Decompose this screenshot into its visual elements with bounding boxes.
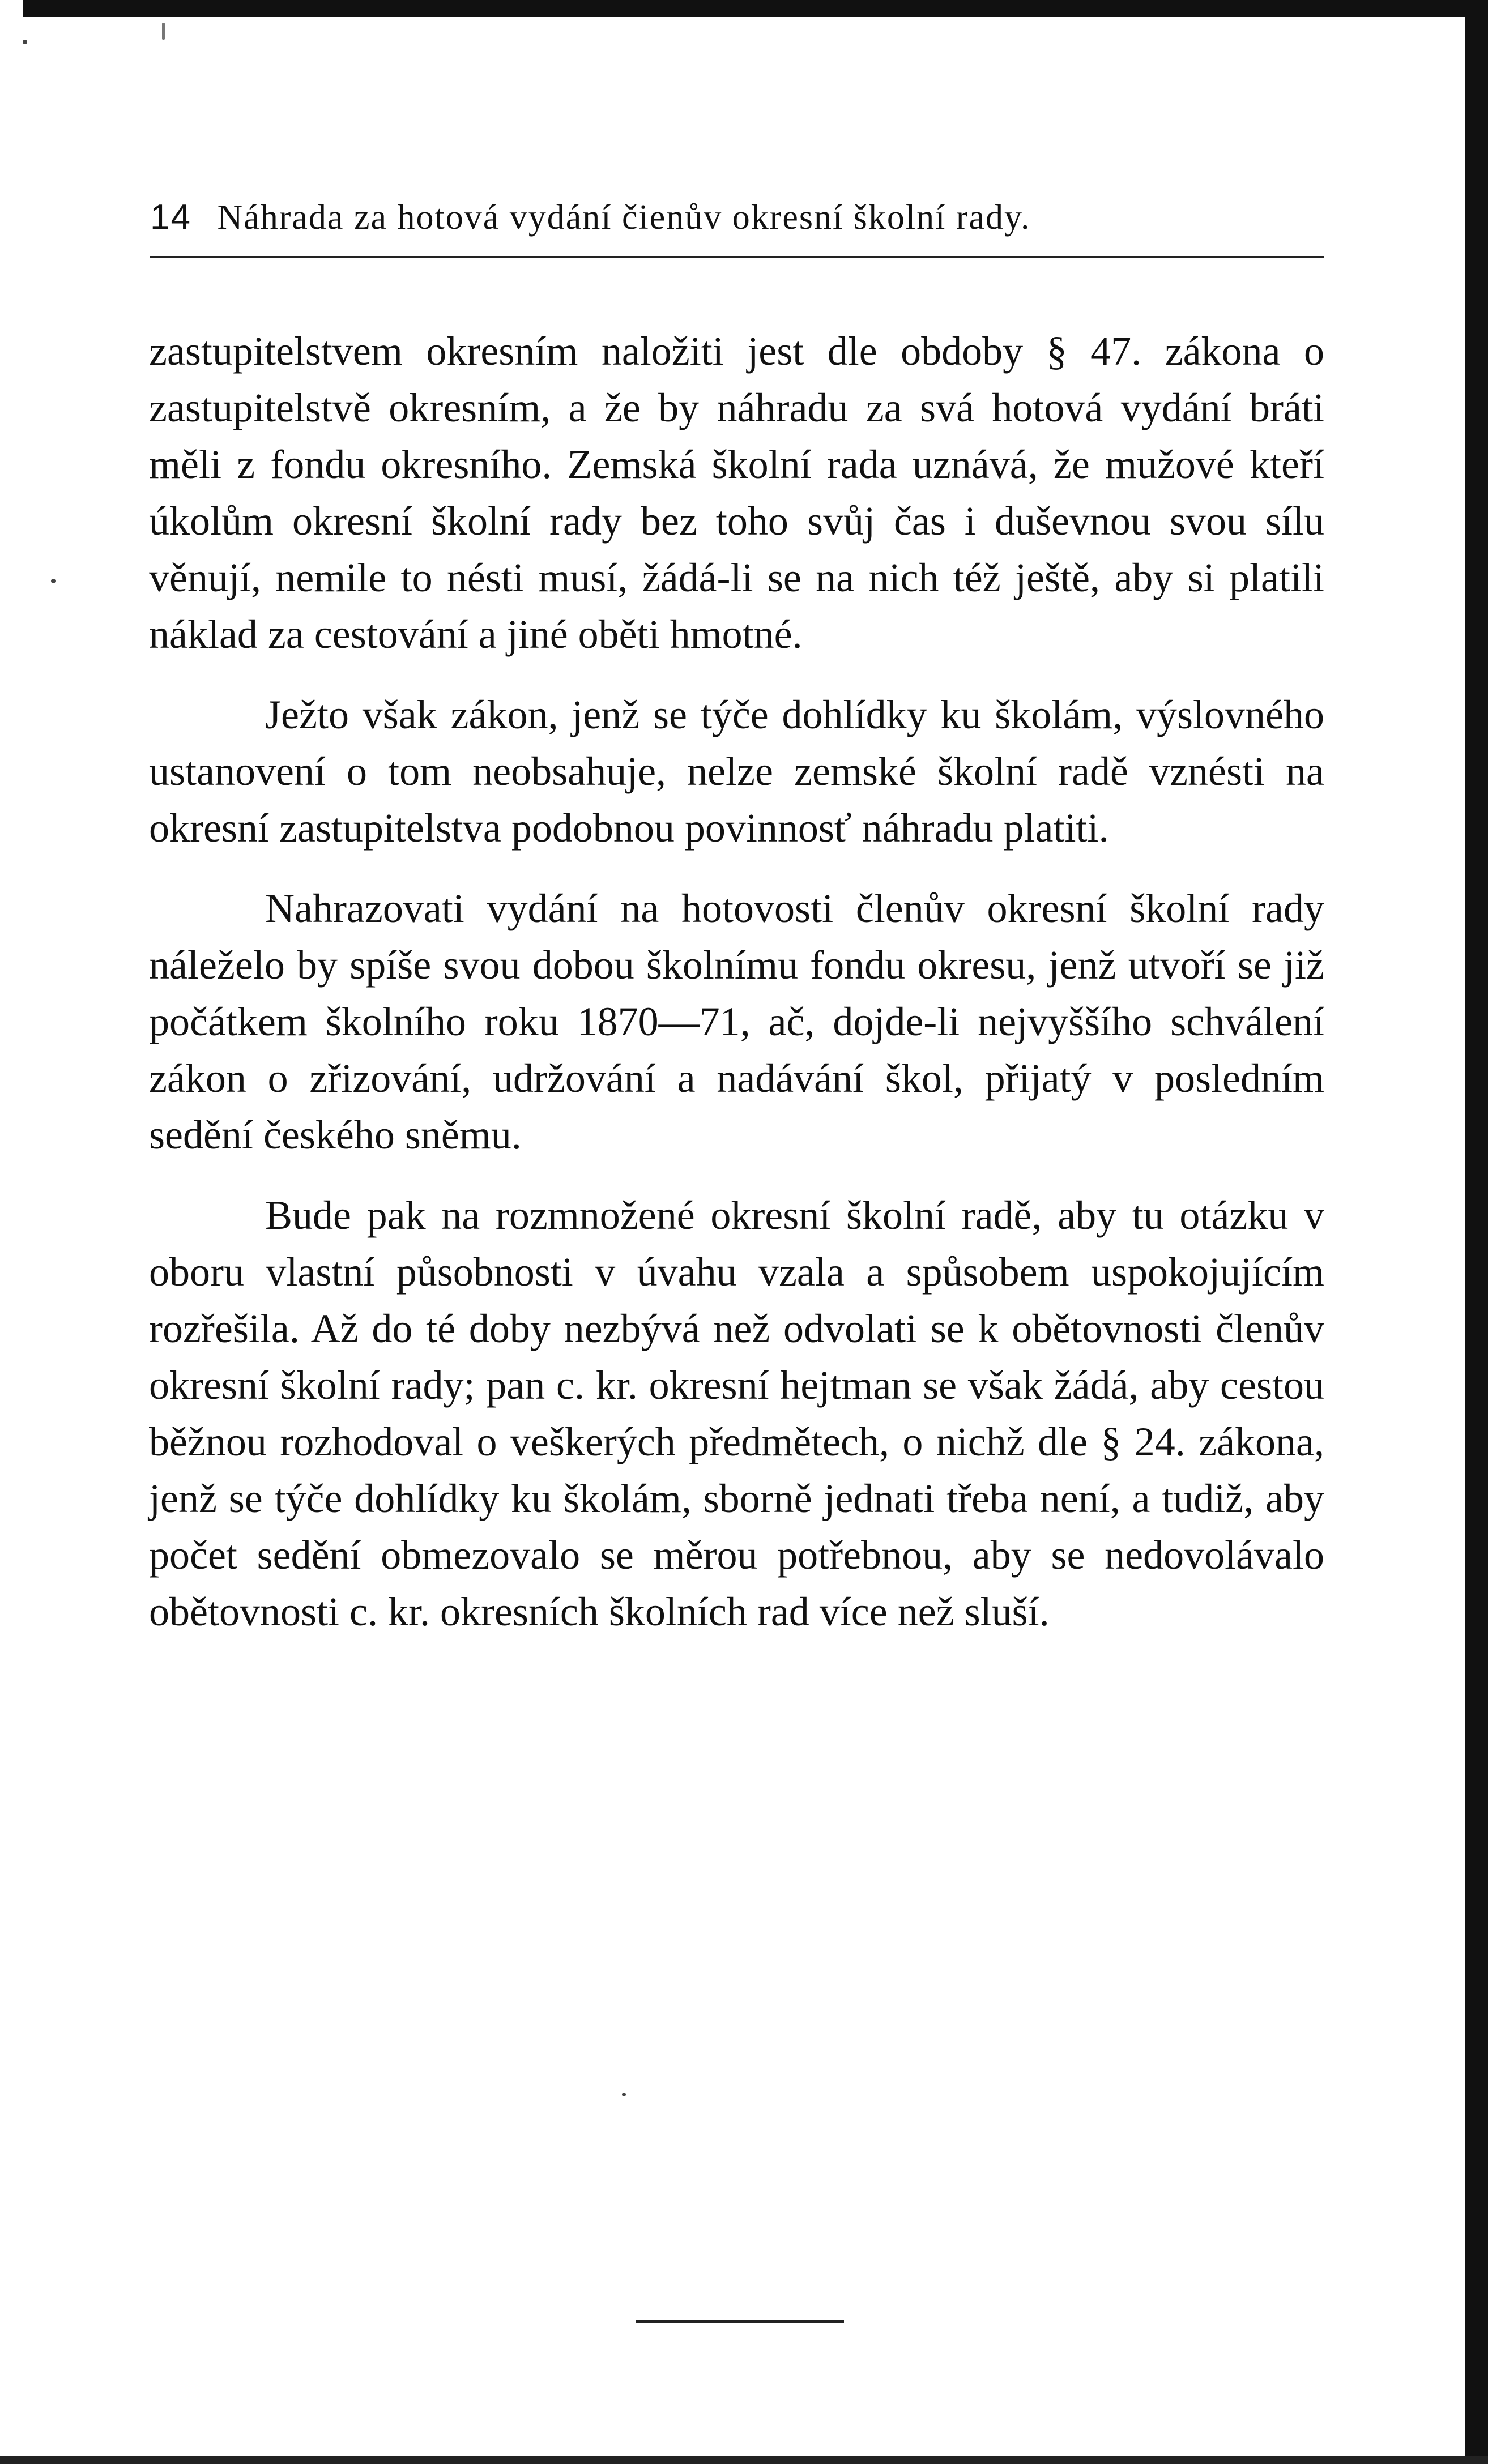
header-rule [150,256,1324,258]
paragraph-3: Nahrazovati vydání na hotovosti členův okresní školní rady náleželo by spíše svou dobou školnímu fondu okresu, jenž utvoří se již počátkem školního roku 1870—71, ač, dojde-li nejvyššího schválení zákon o zřizování, udržování a nadávání škol, přijatý v posledním sedění českého sněmu. [149,886,1324,1158]
paragraph-2: Ježto však zákon, jenž se týče dohlídky ku školám, výslovného ustanovení o tom neobsahuje, nelze zemské školní radě vznésti na okresní zastupitelstva podobnou povinnosť náhradu platiti. [149,692,1324,851]
paragraph-4: Bude pak na rozmnožené okresní školní radě, aby tu otázku v oboru vlastní působnosti v úvahu vzala a spůsobem uspokojujícím rozřešila. Až do té doby nezbývá než odvolati se k obětovnosti členův okresní školní rady; pan c. kr. okresní hejtman se však žádá, aby cestou běžnou rozhodoval o veškerých předmětech, o nichž dle § 24. zákona, jenž se týče dohlídky ku školám, sborně jednati třeba není, a tudiž, aby počet sedění obmezovalo se měrou potřebnou, aby se nedovolávalo obětovnosti c. kr. okresních školních rad více než sluší. [149,1193,1324,1634]
scan-speck [23,40,27,44]
scan-border-right [1465,17,1488,2464]
scan-speck [162,23,165,40]
end-rule [636,2320,844,2323]
scan-border-bottom [0,2456,1488,2464]
scan-border-top [23,0,1488,17]
running-title: Náhrada za hotová vydání čienův okresní školní rady. [217,198,1031,237]
scan-speck [622,2093,626,2096]
body-text [149,323,1324,1640]
scan-speck [51,579,56,583]
paragraph-1: zastupitelstvem okresním naložiti jest dle obdoby § 47. zákona o zastupitelstvě okresním, a že by náhradu za svá hotová vydání bráti měli z fondu okresního. Zemská školní rada uznává, že mužové kteří úkolům okresní školní rady bez toho svůj čas i duševnou svou sílu věnují, nemile to nésti musí, žádá-li se na nich též ještě, aby si platili náklad za cestování a jiné oběti hmotné. [149,328,1324,657]
running-header [150,195,1331,240]
page-number: 14 [150,198,191,237]
